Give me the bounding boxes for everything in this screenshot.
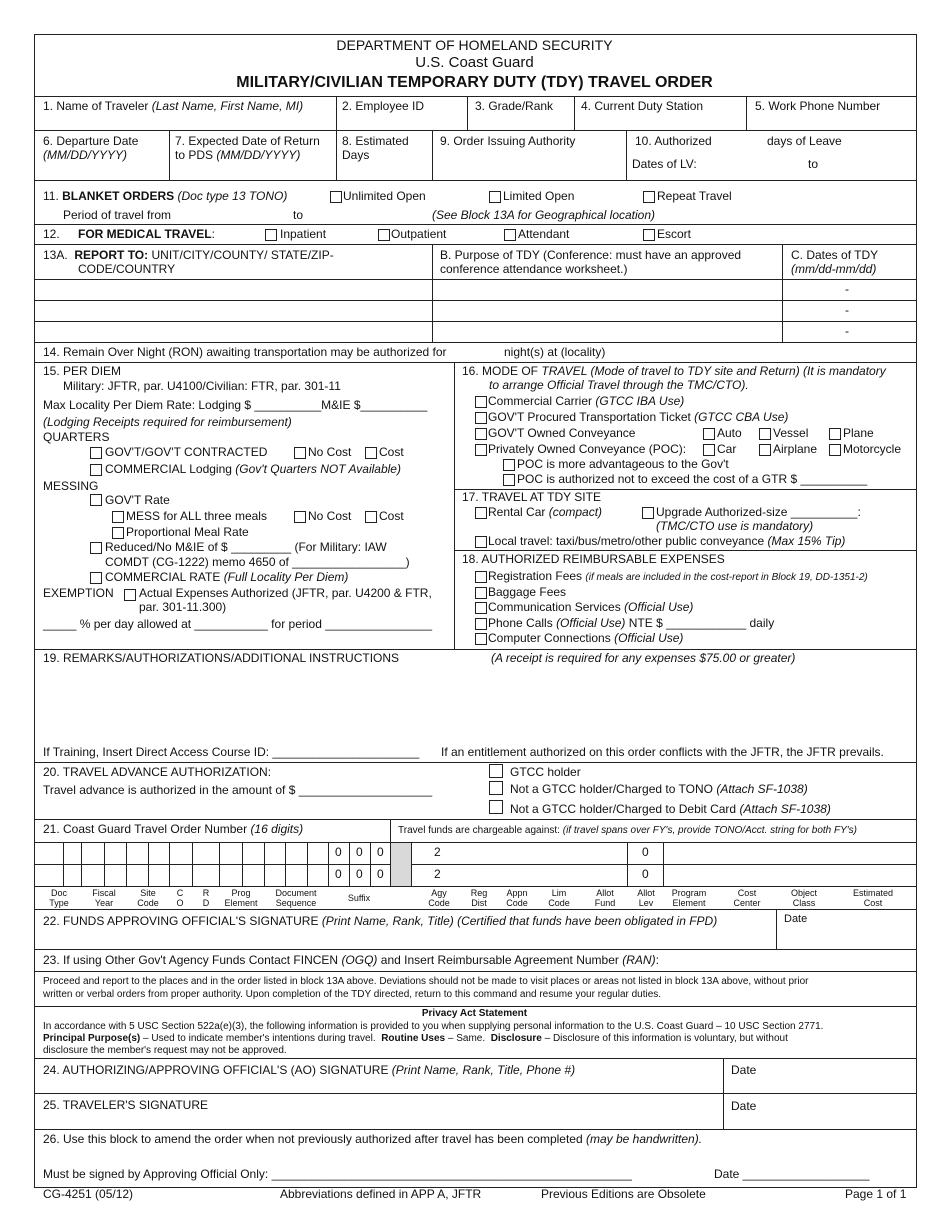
quarters-cost-checkbox[interactable]: [365, 447, 377, 459]
per-diem-title: 15. PER DIEM: [43, 364, 122, 378]
per-diem-authority: Military: JFTR, par. U4100/Civilian: FTR, par. 301-11: [63, 379, 341, 393]
govt-rate-checkbox[interactable]: [90, 494, 102, 506]
travel-at-tdy-title: 17. TRAVEL AT TDY SITE: [462, 490, 601, 504]
rental-car-label: Rental Car (compact): [488, 505, 603, 519]
agy-code-digit[interactable]: 2: [434, 867, 441, 881]
divider: [34, 886, 916, 887]
poc-checkbox[interactable]: [475, 444, 487, 456]
divider: [169, 842, 170, 886]
travel-advance-title: 20. TRAVEL ADVANCE AUTHORIZATION:: [43, 765, 272, 779]
exemption-label: EXEMPTION: [43, 586, 114, 600]
registration-label: Registration Fees (if meals are included in the cost-report in Block 19, DD-1351-2): [488, 569, 868, 583]
communication-label: Communication Services (Official Use): [488, 600, 694, 614]
receipt-note: (A receipt is required for any expenses $75.00 or greater): [491, 651, 796, 665]
percent-per-day[interactable]: _____ % per day allowed at ___________ for period ________________: [43, 617, 432, 631]
period-of-travel-label[interactable]: Period of travel from: [63, 208, 172, 222]
mode-of-travel-title: 16. MODE OF TRAVEL (Mode of travel to TDY site and Return) (It is mandatory: [462, 364, 886, 378]
col-header: Estimated Cost: [852, 888, 894, 909]
col-header: Appn Code: [506, 888, 528, 909]
order-digit[interactable]: 0: [335, 845, 342, 859]
period-to-label: to: [293, 208, 304, 222]
col-header: Fiscal Year: [92, 888, 116, 909]
divider: [34, 180, 916, 181]
outpatient-label: Outpatient: [391, 227, 447, 241]
divider: [34, 130, 916, 131]
divider: [34, 96, 916, 97]
form-number: CG-4251 (05/12): [43, 1187, 134, 1201]
car-label: Car: [717, 442, 737, 456]
quarters-nocost-checkbox[interactable]: [294, 447, 306, 459]
divider: [432, 244, 433, 342]
reduced-mie-memo[interactable]: COMDT (CG-1222) memo 4650 of _________________): [105, 555, 410, 569]
inpatient-checkbox[interactable]: [265, 229, 277, 241]
vessel-label: Vessel: [773, 426, 809, 440]
ron-locality-label: night(s) at (locality): [504, 345, 606, 359]
attendant-label: Attendant: [518, 227, 570, 241]
motorcycle-checkbox[interactable]: [829, 444, 841, 456]
divider: [328, 842, 329, 886]
agy-code-digit[interactable]: 2: [434, 845, 441, 859]
reduced-mie-checkbox[interactable]: [90, 542, 102, 554]
divider: [285, 842, 286, 886]
messing-cost-label: Cost: [379, 509, 404, 523]
messing-nocost-checkbox[interactable]: [294, 511, 306, 523]
return-date-label-2: to PDS (MM/DD/YYYY): [175, 148, 301, 162]
travel-advance-amount[interactable]: Travel advance is authorized in the amount of $ ____________________: [43, 783, 433, 797]
col-header: Prog Element: [224, 888, 258, 909]
divider: [467, 96, 468, 130]
actual-expenses-checkbox[interactable]: [124, 589, 136, 601]
divider: [264, 842, 265, 886]
actual-expenses-label: Actual Expenses Authorized (JFTR, par. U4200 & FTR,: [139, 586, 432, 600]
local-travel-checkbox[interactable]: [475, 536, 487, 548]
baggage-checkbox[interactable]: [475, 587, 487, 599]
govt-ticket-checkbox[interactable]: [475, 412, 487, 424]
govt-contracted-label: GOV'T/GOV'T CONTRACTED: [105, 445, 268, 459]
tdy-date-row-3[interactable]: -: [845, 324, 849, 338]
poc-advantageous-checkbox[interactable]: [503, 459, 515, 471]
divider: [34, 949, 916, 950]
see-block-13a-note: (See Block 13A for Geographical location): [432, 208, 656, 222]
divider: [454, 362, 455, 649]
col-header: Object Class: [790, 888, 817, 909]
limited-open-label: Limited Open: [503, 189, 575, 203]
tdy-date-row-1[interactable]: -: [845, 282, 849, 296]
poc-advantageous-label: POC is more advantageous to the Gov't: [517, 457, 729, 471]
not-gtcc-tono-checkbox[interactable]: [489, 781, 503, 795]
dates-of-leave-label[interactable]: Dates of LV:: [632, 157, 697, 171]
govt-rate-label: GOV'T Rate: [105, 493, 170, 507]
commercial-lodging-label: COMMERCIAL Lodging (Gov't Quarters NOT Available): [105, 462, 401, 476]
obsolete-note: Previous Editions are Obsolete: [541, 1187, 706, 1201]
purpose-of-tdy-label-2: conference attendance worksheet.): [440, 262, 628, 276]
col-header: Doc Type: [49, 888, 69, 909]
plane-label: Plane: [843, 426, 874, 440]
upgrade-hint: (TMC/CTO use is mandatory): [656, 519, 814, 533]
quarters-heading: QUARTERS: [43, 430, 110, 444]
proportional-meal-label: Proportional Meal Rate: [126, 525, 249, 539]
divider: [34, 1006, 916, 1007]
col-header: Lim Code: [548, 888, 570, 909]
divider: [34, 362, 916, 363]
govt-contracted-checkbox[interactable]: [90, 447, 102, 459]
jftr-prevails-note: If an entitlement authorized on this order conflicts with the JFTR, the JFTR prevails.: [441, 745, 884, 759]
return-date-label[interactable]: 7. Expected Date of Return: [175, 134, 320, 148]
phone-calls-checkbox[interactable]: [475, 618, 487, 630]
traveler-signature-field[interactable]: 25. TRAVELER'S SIGNATURE: [43, 1098, 209, 1112]
divider: [34, 300, 916, 301]
divider: [34, 649, 916, 650]
col-header: C O: [176, 888, 184, 909]
divider: [336, 130, 337, 180]
not-gtcc-debit-label: Not a GTCC holder/Charged to Debit Card (Attach SF-1038): [510, 802, 831, 816]
repeat-travel-label: Repeat Travel: [657, 189, 732, 203]
divider: [169, 130, 170, 180]
approving-official-sign-line[interactable]: Must be signed by Approving Official Only: ______________________________________________________: [43, 1167, 632, 1181]
divider: [390, 819, 391, 842]
order-digit[interactable]: 0: [356, 845, 363, 859]
col-header: R D: [202, 888, 210, 909]
order-digit[interactable]: 0: [377, 867, 384, 881]
divider: [574, 96, 575, 130]
funds-date-label[interactable]: Date: [784, 913, 808, 925]
airplane-label: Airplane: [773, 442, 818, 456]
work-phone-label[interactable]: 5. Work Phone Number: [755, 99, 881, 113]
department-heading: DEPARTMENT OF HOMELAND SECURITY: [336, 37, 613, 53]
baggage-label: Baggage Fees: [488, 585, 567, 599]
col-header: Suffix: [347, 893, 371, 903]
not-gtcc-tono-label: Not a GTCC holder/Charged to TONO (Attach SF-1038): [510, 782, 808, 796]
col-header: Document Sequence: [275, 888, 317, 909]
divider: [432, 130, 433, 180]
days-of-leave-label: days of Leave: [767, 134, 842, 148]
duty-station-label[interactable]: 4. Current Duty Station: [581, 99, 704, 113]
traveler-name-label[interactable]: 1. Name of Traveler (Last Name, First Name, MI): [43, 99, 304, 113]
divider: [454, 550, 916, 551]
divider: [34, 1093, 916, 1094]
remarks-title: 19. REMARKS/AUTHORIZATIONS/ADDITIONAL INSTRUCTIONS: [43, 651, 400, 665]
proportional-meal-checkbox[interactable]: [112, 527, 124, 539]
commercial-rate-checkbox[interactable]: [90, 572, 102, 584]
divider: [104, 842, 105, 886]
col-header: Allot Fund: [594, 888, 616, 909]
form-title: MILITARY/CIVILIAN TEMPORARY DUTY (TDY) TRAVEL ORDER: [236, 74, 713, 91]
departure-date-label[interactable]: 6. Departure Date: [43, 134, 139, 148]
inpatient-label: Inpatient: [280, 227, 327, 241]
medical-travel-label: FOR MEDICAL TRAVEL:: [78, 227, 215, 241]
travel-order-number-title: 21. Coast Guard Travel Order Number (16 digits): [43, 822, 304, 836]
divider: [34, 819, 916, 820]
order-digit[interactable]: 0: [356, 867, 363, 881]
report-to-label: 13A. REPORT TO: UNIT/CITY/COUNTY/ STATE/ZIP-: [43, 248, 334, 262]
blk12-number: 12.: [43, 227, 60, 241]
purpose-of-tdy-label: B. Purpose of TDY (Conference: must have an approved: [440, 248, 742, 262]
registration-checkbox[interactable]: [475, 571, 487, 583]
privacy-title: Privacy Act Statement: [421, 1008, 528, 1019]
plane-checkbox[interactable]: [829, 428, 841, 440]
divider: [34, 224, 916, 225]
estimated-days-label-2: Days: [342, 148, 370, 162]
computer-conn-checkbox[interactable]: [475, 633, 487, 645]
divider: [34, 244, 916, 245]
messing-nocost-label: No Cost: [308, 509, 352, 523]
divider: [34, 971, 916, 972]
ogq-ran-field[interactable]: 23. If using Other Gov't Agency Funds Contact FINCEN (OGQ) and Insert Reimbursable Agreement Number (RAN):: [43, 953, 659, 967]
dates-of-tdy-label: C. Dates of TDY: [791, 248, 879, 262]
mess-all-meals-checkbox[interactable]: [112, 511, 124, 523]
upgrade-label[interactable]: Upgrade Authorized-size __________:: [656, 505, 861, 519]
allot-lev-digit[interactable]: 0: [642, 867, 649, 881]
divider: [242, 842, 243, 886]
auto-label: Auto: [717, 426, 742, 440]
divider: [63, 842, 64, 886]
col-header: Program Element: [671, 888, 707, 909]
shaded-cell: [391, 843, 411, 886]
lodging-receipts-note: (Lodging Receipts required for reimbursement): [43, 415, 292, 429]
traveler-date-label[interactable]: Date: [731, 1099, 757, 1113]
ao-date-label[interactable]: Date: [731, 1063, 757, 1077]
privacy-line-2: Principal Purpose(s) – Used to indicate member's intentions during travel. Routine Uses – Same. Disclosure – Disclosure of this information is voluntary, but without: [43, 1033, 788, 1044]
divider: [663, 842, 664, 886]
unlimited-open-label: Unlimited Open: [343, 189, 426, 203]
funds-official-signature[interactable]: 22. FUNDS APPROVING OFFICIAL'S SIGNATURE (Print Name, Rank, Title) (Certified that funds have been obligated in FPD): [43, 914, 718, 928]
amend-block-title: 26. Use this block to amend the order when not previously authorized after travel has been completed (may be handwritten).: [43, 1132, 703, 1146]
divider: [34, 1129, 916, 1130]
divider: [626, 130, 627, 180]
divider: [219, 842, 220, 886]
divider: [34, 909, 916, 910]
divider: [776, 909, 777, 949]
employee-id-label[interactable]: 2. Employee ID: [342, 99, 425, 113]
ron-label: 14. Remain Over Night (RON) awaiting transportation may be authorized for: [43, 345, 447, 359]
dates-of-tdy-hint: (mm/dd-mm/dd): [791, 262, 877, 276]
govt-owned-checkbox[interactable]: [475, 428, 487, 440]
chargeable-note: Travel funds are chargeable against: (if travel spans over FY's, provide TONO/Acct. string for both FY's): [398, 825, 858, 836]
divider: [192, 842, 193, 886]
course-id-field[interactable]: If Training, Insert Direct Access Course ID: ______________________: [43, 745, 420, 759]
col-header: Site Code: [137, 888, 159, 909]
commercial-carrier-label: Commercial Carrier (GTCC IBA Use): [488, 394, 685, 408]
allot-lev-digit[interactable]: 0: [642, 845, 649, 859]
order-digit[interactable]: 0: [335, 867, 342, 881]
actual-expenses-label-2: par. 301-11.300): [139, 600, 227, 614]
dates-of-leave-to: to: [808, 157, 819, 171]
agency-heading: U.S. Coast Guard: [415, 54, 534, 71]
quarters-nocost-label: No Cost: [308, 445, 352, 459]
divider: [126, 842, 127, 886]
blanket-orders-label: 11. BLANKET ORDERS (Doc type 13 TONO): [43, 189, 288, 203]
divider: [411, 842, 412, 886]
upgrade-checkbox[interactable]: [642, 507, 654, 519]
divider: [390, 842, 391, 886]
phone-calls-label[interactable]: Phone Calls (Official Use) NTE $ ____________ daily: [488, 616, 775, 630]
abbreviations-note: Abbreviations defined in APP A, JFTR: [280, 1187, 482, 1201]
divider: [148, 842, 149, 886]
proceed-text-line-1: Proceed and report to the places and in the order listed in block 13A above. Deviations should not be made to visit places or areas not listed in block 13A above, without prior: [43, 976, 809, 987]
escort-checkbox[interactable]: [643, 229, 655, 241]
divider: [336, 96, 337, 130]
divider: [627, 842, 628, 886]
airplane-checkbox[interactable]: [759, 444, 771, 456]
proceed-text-line-2: written or verbal orders from proper authority. Upon completion of the TDY directed, return to this command and resume your regular duties.: [43, 989, 662, 1000]
divider: [307, 842, 308, 886]
ao-signature-field[interactable]: 24. AUTHORIZING/APPROVING OFFICIAL'S (AO) SIGNATURE (Print Name, Rank, Title, Phone #): [43, 1063, 576, 1077]
mess-all-meals-label: MESS for ALL three meals: [126, 509, 267, 523]
reimbursable-title: 18. AUTHORIZED REIMBURSABLE EXPENSES: [462, 552, 725, 566]
auto-checkbox[interactable]: [703, 428, 715, 440]
col-header: Agy Code: [428, 888, 450, 909]
vessel-checkbox[interactable]: [759, 428, 771, 440]
poc-gtr-checkbox[interactable]: [503, 474, 515, 486]
divider: [34, 279, 916, 280]
col-header: Reg Dist: [470, 888, 488, 909]
govt-owned-label: GOV'T Owned Conveyance: [488, 426, 636, 440]
col-header: Cost Center: [733, 888, 761, 909]
max-locality-rate[interactable]: Max Locality Per Diem Rate: Lodging $ __________M&IE $__________: [43, 398, 428, 412]
order-digit[interactable]: 0: [377, 845, 384, 859]
repeat-travel-checkbox[interactable]: [643, 191, 655, 203]
mode-of-travel-title-2: to arrange Official Travel through the TMC/CTO).: [489, 378, 749, 392]
privacy-line-3: disclosure the member's request may not be approved.: [43, 1045, 287, 1056]
local-travel-label: Local travel: taxi/bus/metro/other public conveyance (Max 15% Tip): [488, 534, 846, 548]
report-to-label-2: CODE/COUNTRY: [78, 262, 176, 276]
escort-label: Escort: [657, 227, 692, 241]
authorized-leave-label[interactable]: 10. Authorized: [635, 134, 712, 148]
computer-conn-label: Computer Connections (Official Use): [488, 631, 684, 645]
govt-ticket-label: GOV'T Procured Transportation Ticket (GTCC CBA Use): [488, 410, 789, 424]
poc-gtr-label[interactable]: POC is authorized not to exceed the cost of a GTR $ __________: [517, 472, 868, 486]
messing-heading: MESSING: [43, 479, 99, 493]
departure-date-hint: (MM/DD/YYYY): [43, 148, 127, 162]
communication-checkbox[interactable]: [475, 602, 487, 614]
commercial-rate-label: COMMERCIAL RATE (Full Locality Per Diem): [105, 570, 349, 584]
commercial-lodging-checkbox[interactable]: [90, 464, 102, 476]
motorcycle-label: Motorcycle: [843, 442, 902, 456]
divider: [782, 244, 783, 342]
quarters-cost-label: Cost: [379, 445, 404, 459]
estimated-days-label[interactable]: 8. Estimated: [342, 134, 409, 148]
divider: [370, 842, 371, 886]
divider: [746, 96, 747, 130]
tdy-date-row-2[interactable]: -: [845, 303, 849, 317]
issuing-authority-label[interactable]: 9. Order Issuing Authority: [440, 134, 576, 148]
commercial-carrier-checkbox[interactable]: [475, 396, 487, 408]
unlimited-open-checkbox[interactable]: [330, 191, 342, 203]
outpatient-checkbox[interactable]: [378, 229, 390, 241]
divider: [81, 842, 82, 886]
divider: [34, 342, 916, 343]
divider: [34, 864, 916, 865]
page-number: Page 1 of 1: [845, 1187, 907, 1201]
messing-cost-checkbox[interactable]: [365, 511, 377, 523]
amend-date-line[interactable]: Date ___________________: [714, 1167, 870, 1181]
grade-rank-label[interactable]: 3. Grade/Rank: [475, 99, 554, 113]
divider: [34, 1058, 916, 1059]
gtcc-holder-checkbox[interactable]: [489, 764, 503, 778]
divider: [349, 842, 350, 886]
not-gtcc-debit-checkbox[interactable]: [489, 800, 503, 814]
limited-open-checkbox[interactable]: [489, 191, 501, 203]
attendant-checkbox[interactable]: [504, 229, 516, 241]
divider: [34, 762, 916, 763]
gtcc-holder-label: GTCC holder: [510, 765, 581, 779]
divider: [34, 321, 916, 322]
reduced-mie-label[interactable]: Reduced/No M&IE of $ _________ (For Military: IAW: [105, 540, 387, 554]
car-checkbox[interactable]: [703, 444, 715, 456]
rental-car-checkbox[interactable]: [475, 507, 487, 519]
poc-label: Privately Owned Conveyance (POC):: [488, 442, 687, 456]
privacy-line-1: In accordance with 5 USC Section 522a(e)(3), the following information is provided to you when supplying personal information to the U.S. Coast Guard – 10 USC Section 2771.: [43, 1021, 824, 1032]
divider: [34, 842, 916, 843]
col-header: Allot Lev: [637, 888, 655, 909]
